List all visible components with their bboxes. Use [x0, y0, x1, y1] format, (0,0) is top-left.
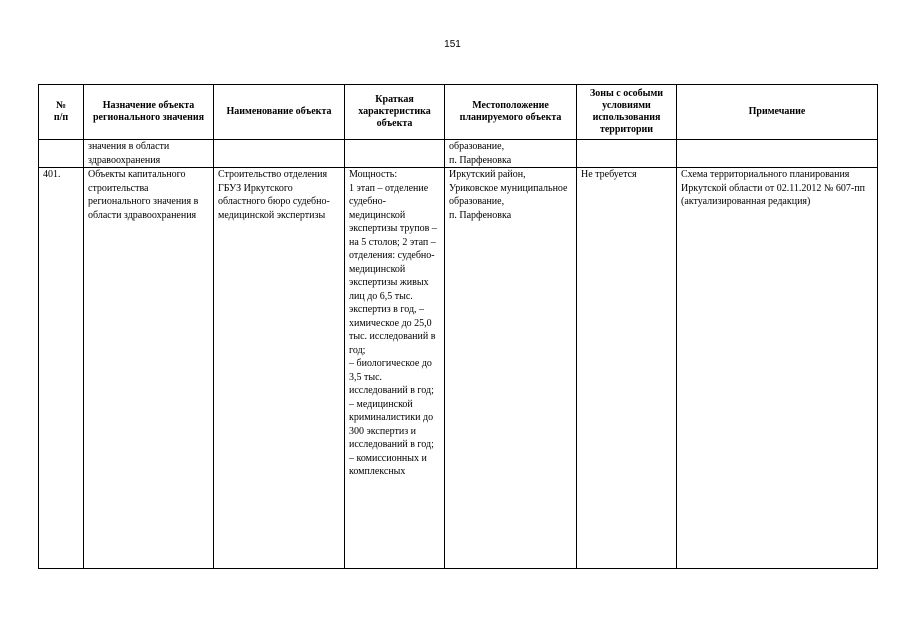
cell-characteristics [345, 140, 445, 168]
cell-characteristics: Мощность: 1 этап – отделение судебно-медицинской экспертизы трупов – на 5 столов; 2 этап – отделения: судебно-медицинской экспертизы живых лиц до 6,5 тыс. экспертиз в год, – химическое до 25,0 тыс. исследований в год; – биологическое до 3,5 тыс. исследований в год; – медицинской криминалистики до 300 экспертиз и исследований в год; – комиссионных и комплексных [345, 168, 445, 569]
header-number: № п/п [39, 85, 84, 140]
cell-location: образование, п. Парфеновка [445, 140, 577, 168]
cell-note [677, 140, 878, 168]
header-purpose: Назначение объекта регионального значения [84, 85, 214, 140]
header-note: Примечание [677, 85, 878, 140]
cell-zones: Не требуется [577, 168, 677, 569]
table-row [39, 168, 878, 569]
header-zones: Зоны с особыми условиями использования территории [577, 85, 677, 140]
cell-number: 401. [39, 168, 84, 569]
table-row [39, 140, 878, 168]
cell-location: Иркутский район, Уриковское муниципальное образование, п. Парфеновка [445, 168, 577, 569]
header-name: Наименование объекта [214, 85, 345, 140]
cell-name: Строительство отделения ГБУЗ Иркутского областного бюро судебно-медицинской экспертизы [214, 168, 345, 569]
cell-zones [577, 140, 677, 168]
objects-table [38, 84, 878, 569]
cell-purpose: значения в области здравоохранения [84, 140, 214, 168]
cell-name [214, 140, 345, 168]
cell-note: Схема территориального планирования Иркутской области от 02.11.2012 № 607-пп (актуализированная редакция) [677, 168, 878, 569]
header-characteristics: Краткая характеристика объекта [345, 85, 445, 140]
cell-number [39, 140, 84, 168]
header-location: Местоположение планируемого объекта [445, 85, 577, 140]
page-number: 151 [444, 39, 461, 50]
cell-purpose: Объекты капитального строительства регионального значения в области здравоохранения [84, 168, 214, 569]
header-row [39, 85, 878, 140]
